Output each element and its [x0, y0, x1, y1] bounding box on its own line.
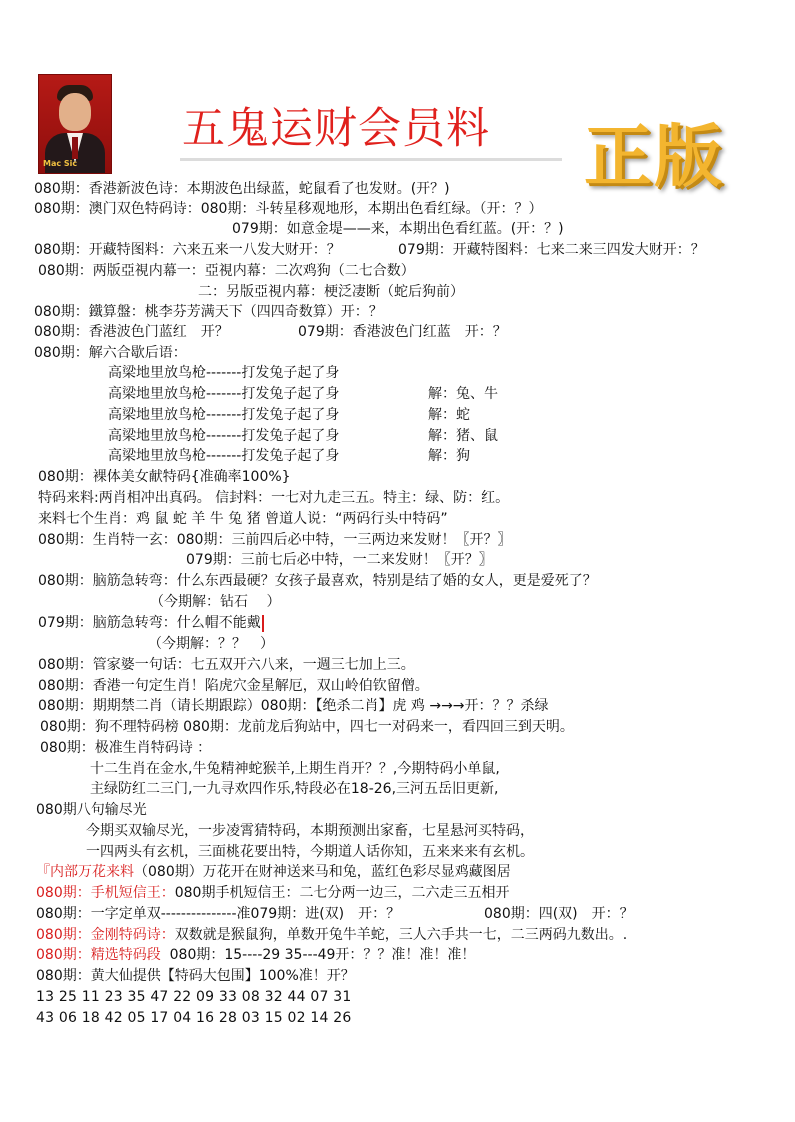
sms-king-text: 080期手机短信王：二七分两一边三，二六走三五相开 — [174, 885, 510, 901]
line-1: 080期：香港新波色诗：本期波色出绿蓝，蛇鼠看了也发财。(开？) — [34, 181, 450, 197]
inner-source-label: 『内部万花来料 — [36, 864, 134, 880]
proverb-answer-4: 解：猪、鼠 — [428, 428, 498, 444]
line-6: 二：另版亞視内幕：梗泛凄断（蛇后狗前） — [198, 284, 464, 300]
proverb-answer-3: 解：蛇 — [428, 407, 470, 423]
proverb-line-2: 高梁地里放鸟枪-------打发兔子起了身 — [108, 386, 340, 402]
line-17 — [38, 613, 264, 633]
line-11: 特码来料:两肖相冲出真码。 信封料：一七对九走三五。特主：绿、防：红。 — [38, 490, 510, 506]
line-7: 080期：鐵算盤：桃李芬芳满天下（四四奇数算）开：？ — [34, 304, 383, 320]
line-17-text: 079期：脑筋急转弯：什么帽不能戴 — [38, 615, 261, 631]
photo-tie — [72, 137, 78, 159]
line-3: 079期：如意金堤——来，本期出色看红蓝。(开：？) — [232, 221, 564, 237]
line-22: 080期：狗不理特码榜 080期：龙前龙后狗站中，四七一对码来一，看四回三到天明。 — [40, 719, 574, 735]
line-32 — [36, 925, 627, 945]
line-12: 来料七个生肖：鸡 鼠 蛇 羊 牛 兔 猪 曾道人说：“两码行头中特码” — [38, 511, 448, 527]
vajra-poem-text: 双数就是猴鼠狗，单数开兔牛羊蛇，三人六手共一七，二三两码九数出。. — [174, 927, 628, 943]
proverb-answer-2: 解：兔、牛 — [428, 386, 498, 402]
line-10: 080期：裸体美女献特码{准确率100%} — [38, 469, 291, 485]
line-13: 080期：生肖特一玄：080期：三前四后必中特，一三两边来发财！〖开？〗 — [38, 532, 512, 548]
line-8b: 079期：香港波色门红蓝 开：？ — [298, 324, 507, 340]
line-23: 080期：极准生肖特码诗 ： — [40, 740, 212, 756]
line-9: 080期：解六合歇后语： — [34, 345, 187, 361]
line-15: 080期：脑筋急转弯：什么东西最硬？女孩子最喜欢，特别是结了婚的女人，更是爱死了？ — [38, 573, 597, 589]
line-5: 080期：两版亞視内幕一：亞視内幕：二次鸡狗（二七合数） — [38, 263, 415, 279]
vajra-poem-label: 080期：金刚特码诗： — [36, 927, 175, 943]
line-21: 080期：期期禁二肖（请长期跟踪）080期：【绝杀二肖】虎 鸡 →→→开：？？杀绿 — [38, 698, 549, 714]
author-photo — [38, 74, 112, 174]
line-4b: 079期：开藏特图料：七来二来三四发大财开：？ — [398, 242, 705, 258]
text-cursor — [262, 615, 264, 632]
proverb-answer-5: 解：狗 — [428, 448, 470, 464]
line-14: 079期：三前七后必中特，一二来发财！〖开？〗 — [186, 552, 493, 568]
line-28: 一四两头有玄机，三面桃花要出特，今期道人话你知，五来来来有玄机。 — [86, 844, 534, 860]
line-34: 080期：黄大仙提供【特码大包围】100%准！开？ — [36, 968, 355, 984]
authentic-stamp: 正版 — [584, 118, 725, 197]
line-31b: 080期：四(双) 开：？ — [484, 906, 634, 922]
line-33 — [36, 945, 475, 965]
line-24: 十二生肖在金水,牛兔精神蛇猴羊,上期生肖开？？,今期特码小单鼠, — [90, 761, 500, 777]
inner-source-text: （080期）万花开在财神送来马和兔，蓝红色彩尽显鸡藏图居 — [134, 864, 511, 880]
line-19: 080期：管家婆一句话：七五双开六八来，一週三七加上三。 — [38, 657, 415, 673]
line-16: （今期解：钻石 ） — [150, 594, 281, 610]
line-31a: 080期：一字定单双---------------准079期：进(双) 开：？ — [36, 906, 401, 922]
line-27: 今期买双输尽光，一步凌霄猜特码，本期预测出家畜，七星悬河买特码， — [86, 823, 534, 839]
line-30 — [36, 883, 509, 903]
line-29 — [36, 862, 511, 882]
proverb-line-5: 高梁地里放鸟枪-------打发兔子起了身 — [108, 448, 340, 464]
page-title: 五鬼运财会员料 — [182, 104, 490, 154]
proverb-line-4: 高梁地里放鸟枪-------打发兔子起了身 — [108, 428, 340, 444]
line-4a: 080期：开藏特图料：六来五来一八发大财开：？ — [34, 242, 341, 258]
line-20: 080期：香港一句定生肖！陷虎穴金星解厄，双山岭伯钦留僧。 — [38, 678, 429, 694]
line-26: 080期八句输尽光 — [36, 802, 147, 818]
title-underline — [180, 158, 562, 161]
photo-badge: Mac Sic — [43, 159, 78, 168]
number-row-2: 43 06 18 42 05 17 04 16 28 03 15 02 14 26 — [36, 1010, 352, 1026]
line-25: 主绿防红二三门,一九寻欢四作乐,特段必在18-26,三河五岳旧更新, — [90, 781, 499, 797]
proverb-line-3: 高梁地里放鸟枪-------打发兔子起了身 — [108, 407, 340, 423]
sms-king-label: 080期：手机短信王： — [36, 885, 175, 901]
line-8a: 080期：香港波色门蓝红 开？ — [34, 324, 229, 340]
line-18: （今期解：？？ ） — [148, 636, 274, 652]
photo-face — [59, 93, 91, 131]
selected-segment-label: 080期：精选特码段 — [36, 947, 161, 963]
selected-segment-text: 080期：15----29 35---49开：？？准！准！准！ — [169, 947, 476, 963]
proverb-line-1: 高梁地里放鸟枪-------打发兔子起了身 — [108, 365, 340, 381]
line-2: 080期：澳门双色特码诗：080期：斗转星移观地形，本期出色看红绿。（开：？） — [34, 201, 543, 217]
number-row-1: 13 25 11 23 35 47 22 09 33 08 32 44 07 31 — [36, 989, 352, 1005]
